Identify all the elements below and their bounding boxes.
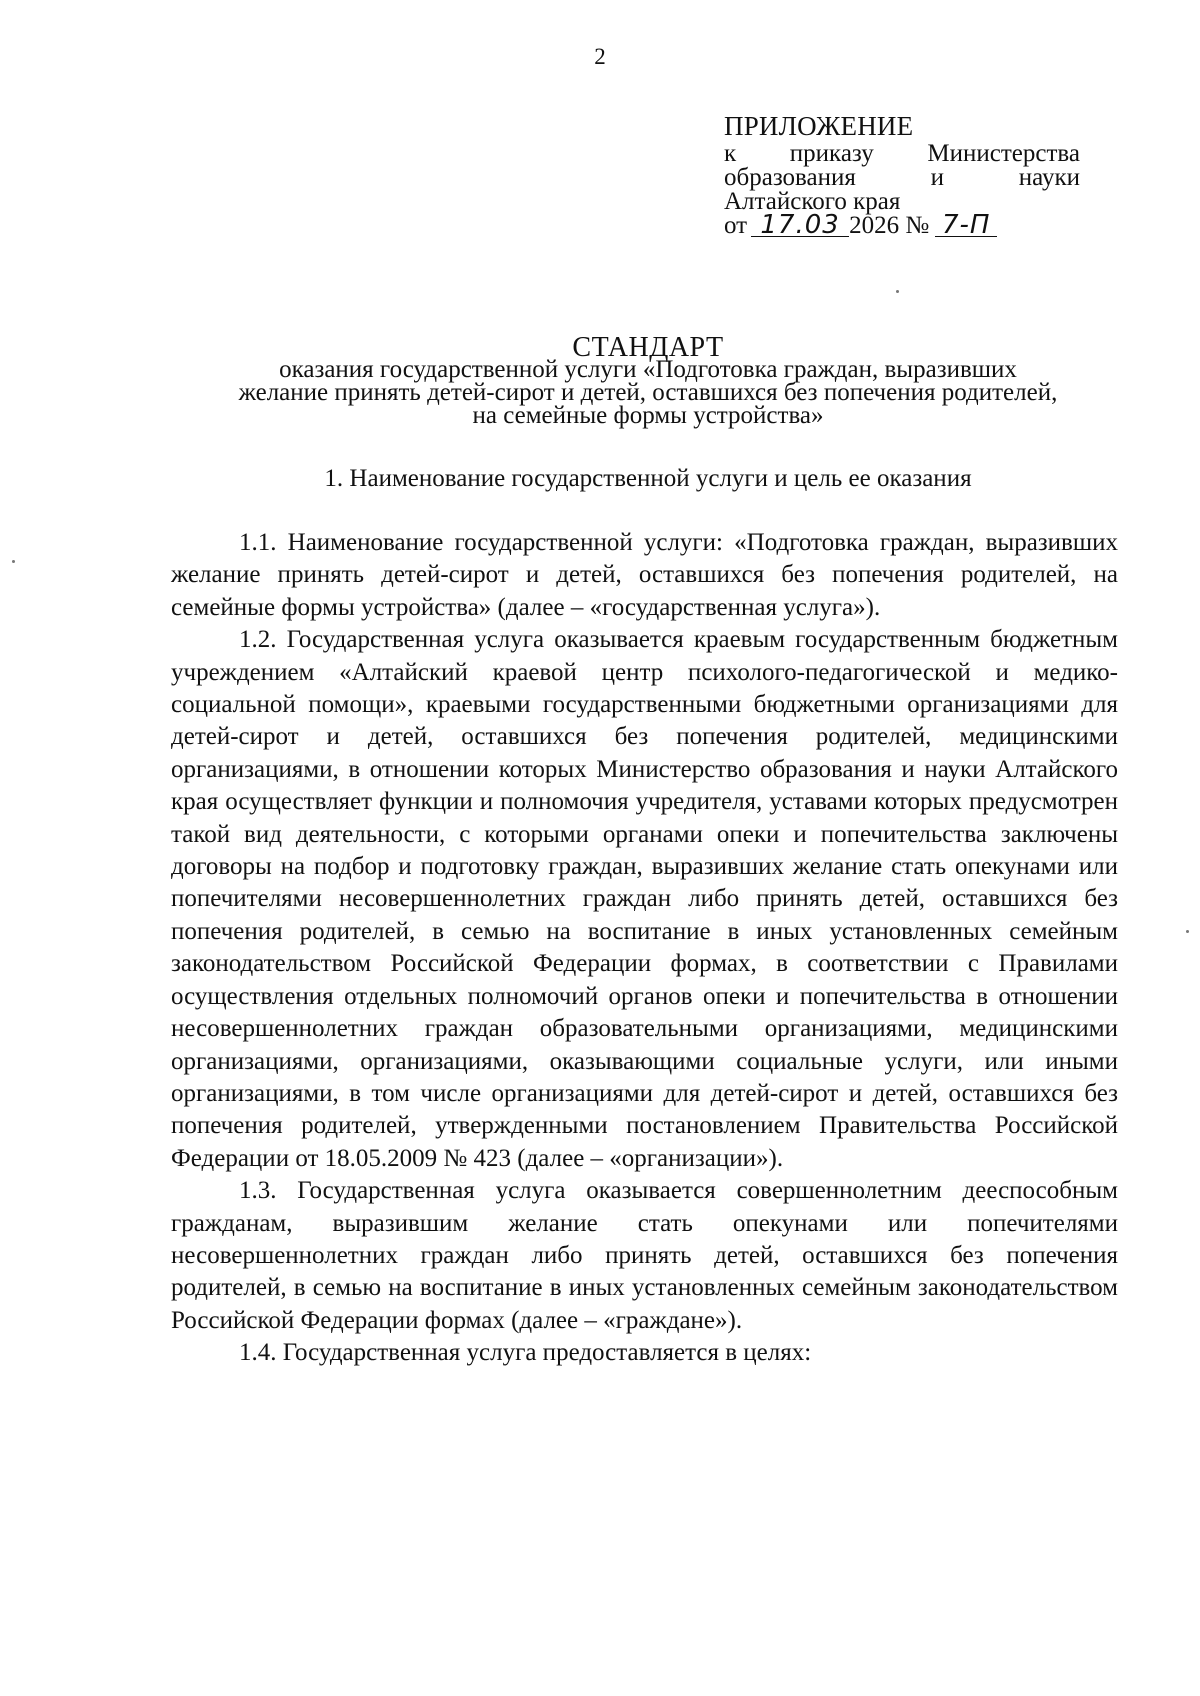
handwritten-date: 17.03 xyxy=(751,214,849,237)
subtitle-line: желание принять детей-сирот и детей, оставшихся без попечения родителей, xyxy=(238,379,1058,406)
order-year: 2026 № xyxy=(849,212,930,239)
appendix-word: к xyxy=(724,140,737,167)
paragraph-1-4: 1.4. Государственная услуга предоставляется в целях: xyxy=(239,1339,812,1367)
scan-speck xyxy=(12,560,15,563)
appendix-date-line xyxy=(724,210,1080,240)
appendix-word: и xyxy=(930,164,945,191)
scan-speck xyxy=(1186,930,1189,933)
document-subtitle xyxy=(170,358,1126,427)
subtitle-line: на семейные формы устройства» xyxy=(472,402,824,429)
appendix-line-order xyxy=(724,142,1080,166)
date-prefix: от xyxy=(724,212,748,239)
document-title: СТАНДАРТ xyxy=(572,332,724,363)
paragraph-1-1: 1.1. Наименование государственной услуги: «Подготовка граждан, выразивших желание принять детей-сирот и детей, оставшихся без попечения родителей, на семейные формы устройства» (далее – «государственная услуга»). xyxy=(171,529,1118,621)
appendix-region: Алтайского края xyxy=(724,188,901,215)
handwritten-order-number: 7-П xyxy=(935,214,997,237)
appendix-word: Министерства xyxy=(927,140,1080,167)
page-number: 2 xyxy=(594,44,606,69)
scan-speck xyxy=(896,290,899,293)
appendix-title: ПРИЛОЖЕНИЕ xyxy=(724,111,914,141)
appendix-word: науки xyxy=(1018,164,1080,191)
paragraph-1-2: 1.2. Государственная услуга оказывается краевым государственным бюджетным учреждением «Алтайский краевой центр психолого-педагогической и медико-социальной помощи», краевыми государственными бюджетными организациями для детей-сирот и детей, оставшихся без попечения родителей, медицинскими организациями, в отношении которых Министерство образования и науки Алтайского края осуществляет функции и полномочия учредителя, уставами которых предусмотрен такой вид деятельности, с которыми органами опеки и попечительства заключены договоры на подбор и подготовку граждан, выразивших желание стать опекунами или попечителями несовершеннолетних граждан либо принять детей, оставшихся без попечения родителей, в семью на воспитание в иных установленных семейным законодательством Российской Федерации формах, в соответствии с Правилами осуществления отдельных полномочий органов опеки и попечительства в отношении несовершеннолетних граждан образовательными организациями, медицинскими организациями, организациями, оказывающими социальные услуги, или иными организациями, в том числе организациями для детей-сирот и детей, оставшихся без попечения родителей, утвержденными постановлением Правительства Российской Федерации от 18.05.2009 № 423 (далее – «организации»). xyxy=(171,626,1118,1172)
appendix-word: образования xyxy=(724,164,856,191)
paragraph-1-3: 1.3. Государственная услуга оказывается совершеннолетним дееспособным гражданам, выразившим желание стать опекунами или попечителями несовершеннолетних граждан либо принять детей, оставшихся без попечения родителей, в семью на воспитание в иных установленных семейным законодательством Российской Федерации формах (далее – «граждане»). xyxy=(171,1177,1118,1334)
appendix-line-ministry xyxy=(724,166,1080,190)
section-heading: 1. Наименование государственной услуги и цель ее оказания xyxy=(324,465,972,492)
appendix-block xyxy=(724,111,1080,240)
section-body xyxy=(171,527,1118,1370)
appendix-word: приказу xyxy=(789,140,874,167)
subtitle-line: оказания государственной услуги «Подготовка граждан, выразивших xyxy=(279,356,1017,383)
